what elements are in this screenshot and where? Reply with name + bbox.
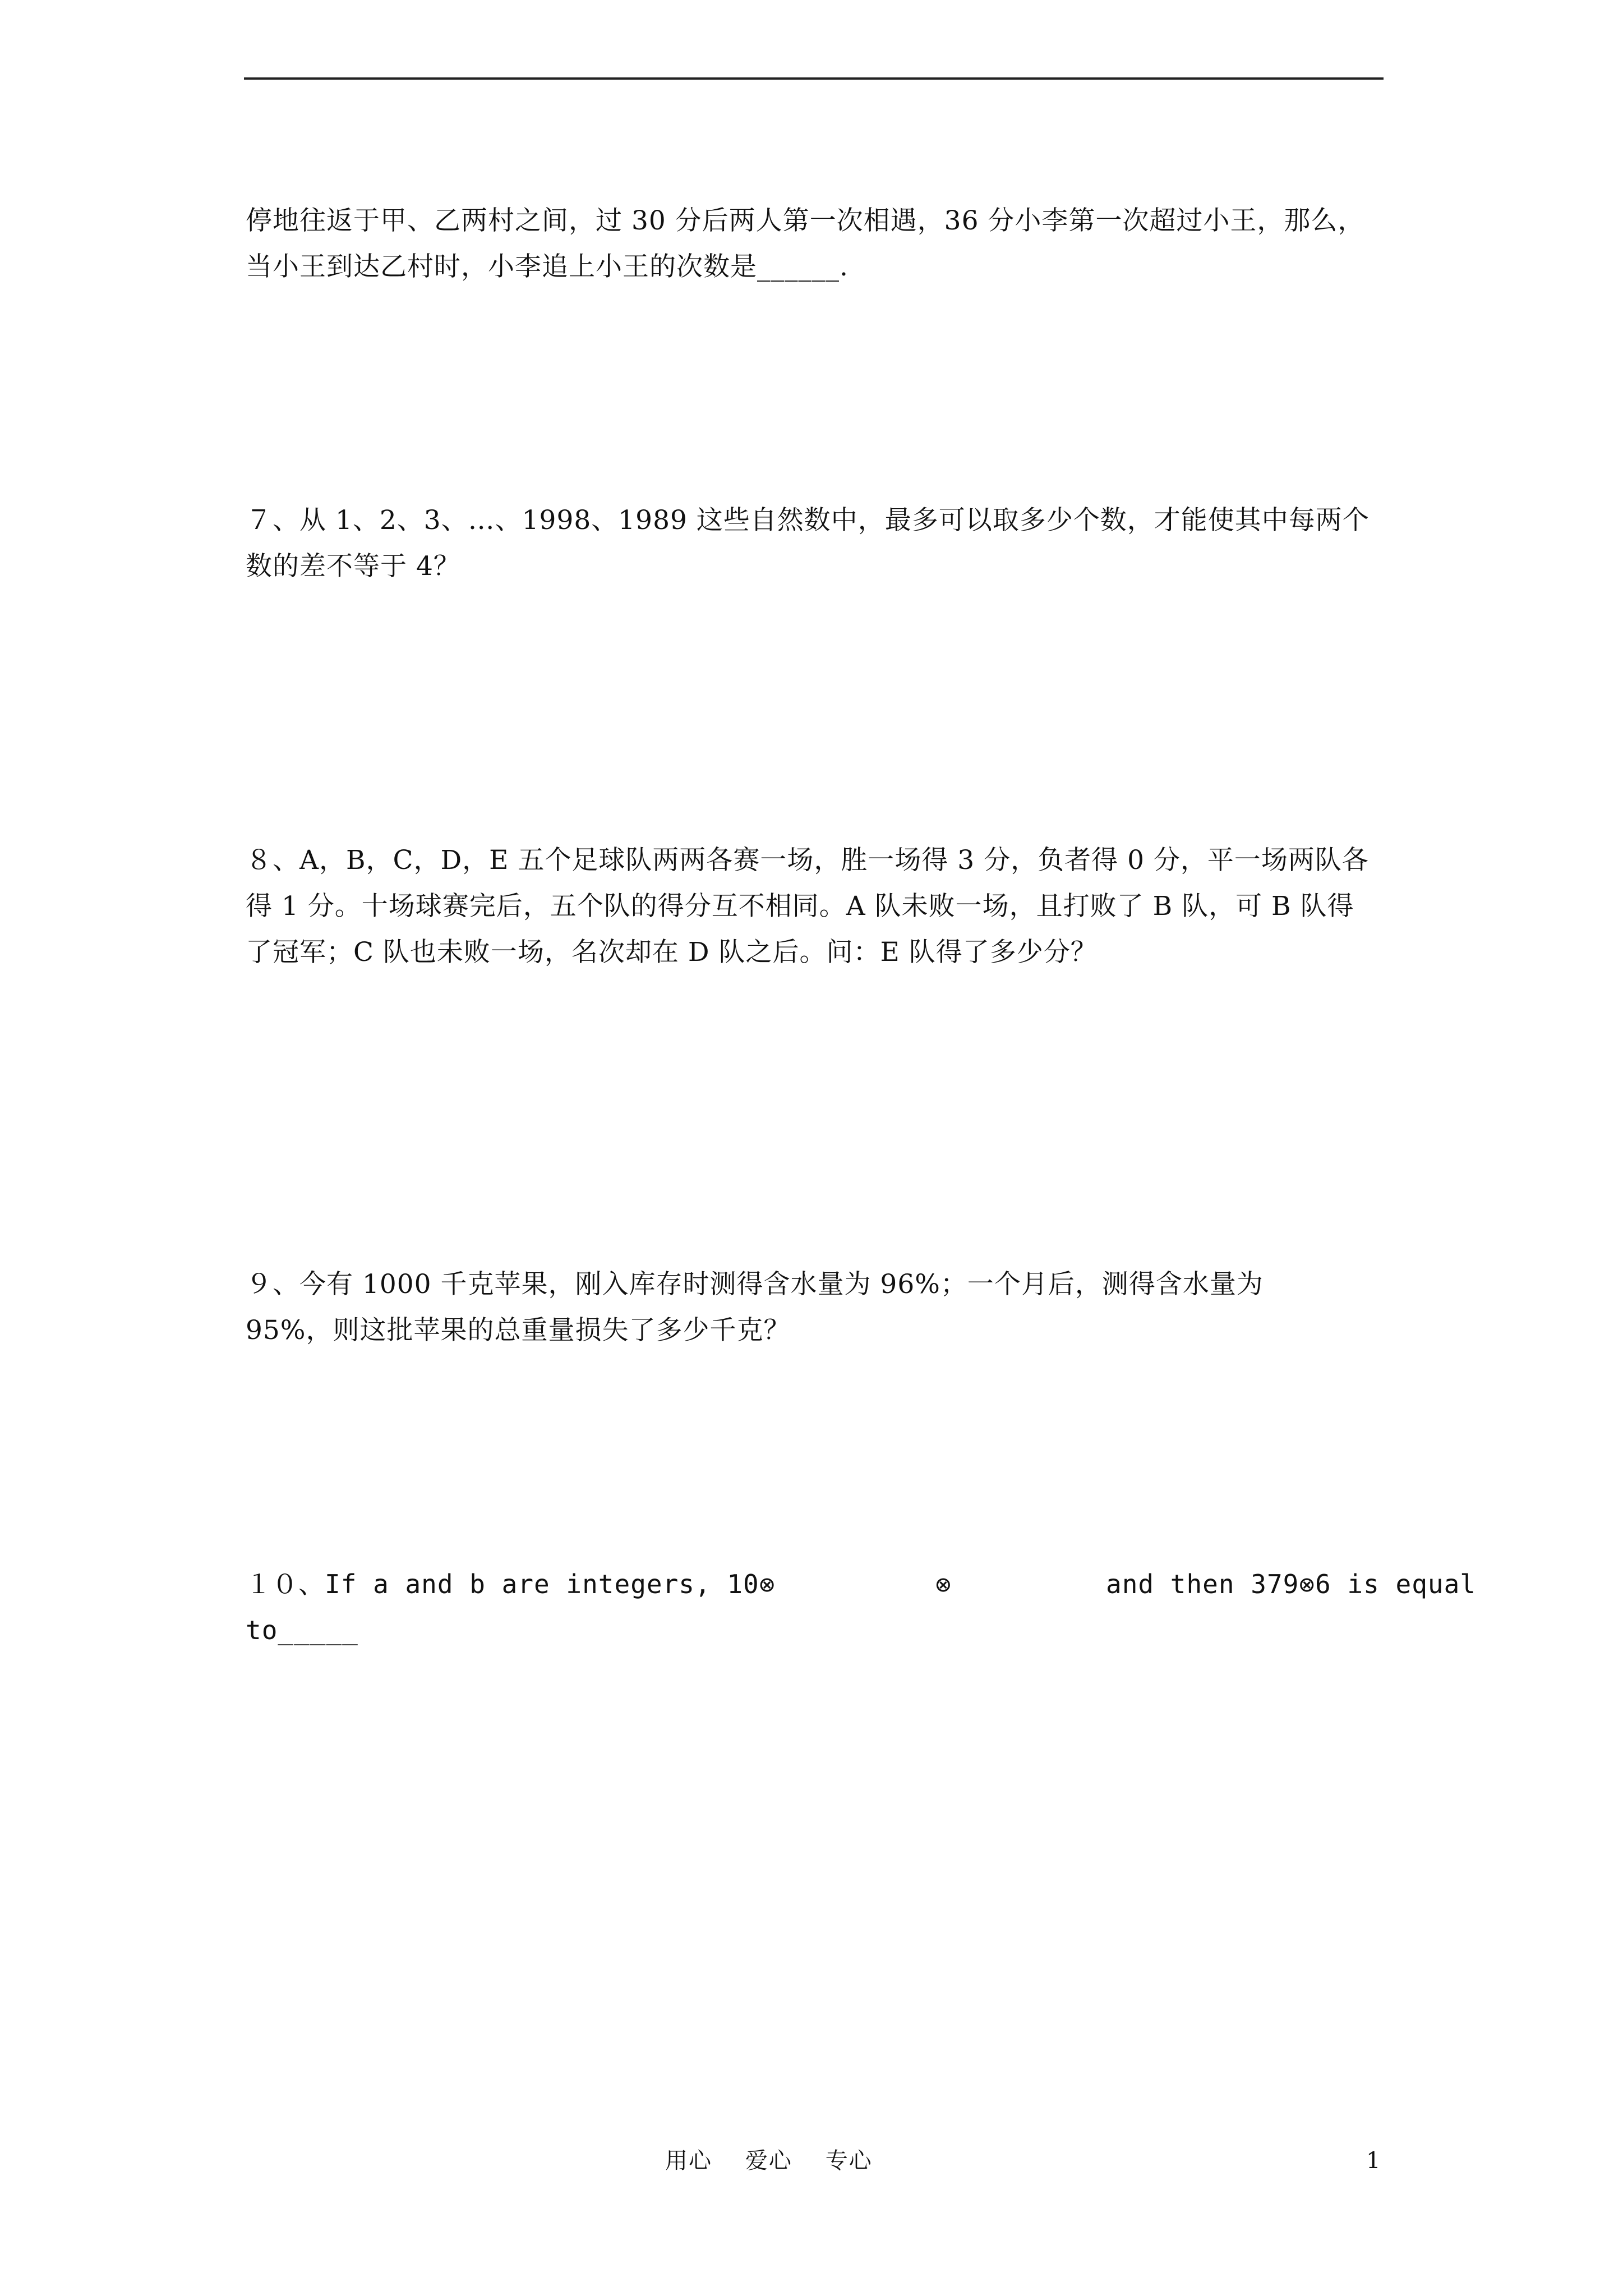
problem-7-line-2: 数的差不等于 4？ [246,551,460,582]
problem-7-line-1: ７、从 1、2、3、…、1998、1989 这些自然数中，最多可以取多少个数，才能使其中每两个 [246,505,1370,536]
problem-9-line-2: 95%，则这批苹果的总重量损失了多少千克？ [246,1315,791,1346]
page-number: 1 [1366,2148,1381,2174]
page-footer [0,2144,1623,2178]
problem-9 [246,1262,1412,1354]
problem-10-operator: ⊗ [935,1569,952,1599]
problem-6-line-2: 当小王到达乙村时，小李追上小王的次数是______. [246,251,849,282]
problem-7 [246,498,1412,590]
problem-10-text-start: １０、If a and b are integers, 10⊗ [246,1569,776,1599]
problem-10-line-1 [246,1561,1479,1607]
problem-8-line-3: 了冠军；C 队也未败一场，名次却在 D 队之后。问：E 队得了多少分？ [246,937,1098,968]
problem-6-continuation [246,198,1412,290]
problem-10-line-2: to_____ [246,1615,358,1645]
problem-10-text-end: and then 379⊗6 is equal [1106,1569,1476,1599]
problem-10 [246,1561,1476,1653]
footer-motto: 用心 爱心 专心 [665,2148,873,2174]
problem-8-line-2: 得 1 分。十场球赛完后，五个队的得分互不相同。A 队未败一场，且打败了 B 队，可 B 队得 [246,891,1354,922]
problem-9-line-1: ９、今有 1000 千克苹果，刚入库存时测得含水量为 96%；一个月后，测得含水量为 [246,1269,1264,1300]
problem-8 [246,838,1412,976]
problem-8-line-1: ８、A，B，C，D，E 五个足球队两两各赛一场，胜一场得 3 分，负者得 0 分，平一场两队各 [246,845,1369,876]
header-rule [244,77,1384,80]
problem-6-line-1: 停地往返于甲、乙两村之间，过 30 分后两人第一次相遇，36 分小李第一次超过小王，那么， [246,205,1365,236]
